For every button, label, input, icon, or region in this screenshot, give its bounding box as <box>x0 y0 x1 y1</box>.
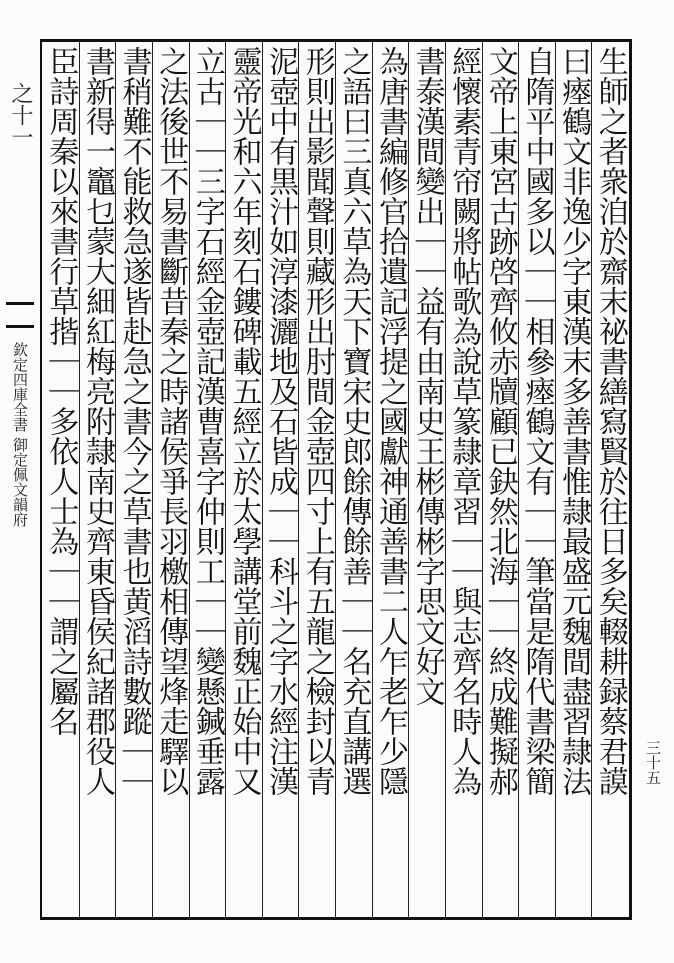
text-column: 之語曰三真六草為天下寶宋史郎餘傳餘善｜｜名充直講選 <box>336 46 372 796</box>
column-rule <box>262 42 263 917</box>
column-rule <box>189 42 190 917</box>
text-column: 經懷素青帘闕將帖歌為說草篆隷章習｜｜與志齊名時人為 <box>446 46 482 796</box>
text-column: 文帝上東宮古跡啓齊攸赤牘顧已鈌然北海｜｜終成難擬郝 <box>482 46 518 796</box>
text-column: 為唐書編修官拾遺記浮提之國獻神通善書二人乍老乍少隱 <box>372 46 408 796</box>
center-gutter <box>0 42 40 917</box>
column-rule <box>298 42 299 917</box>
text-column: 曰瘞鶴文非逸少字東漢末多善書惟隷最盛元魏間盡習隷法 <box>556 46 592 796</box>
column-rule <box>518 42 519 917</box>
gutter-fishtail-mark <box>6 302 34 328</box>
frame-right-border <box>629 39 632 920</box>
column-rule <box>482 42 483 917</box>
text-column: 書泰漢間變出｜｜益有由南史王彬傳彬字思文好文 <box>409 46 445 706</box>
text-column: 之法後世不易書斷昔秦之時諸侯爭長羽檄相傳望烽走驛以 <box>153 46 189 796</box>
page-number: 三十五 <box>644 740 662 785</box>
column-rule <box>555 42 556 917</box>
text-column: 靈帝光和六年刻石鏤碑載五經立於太學講堂前魏正始中又 <box>226 46 262 796</box>
column-rule <box>115 42 116 917</box>
text-column: 立古｜｜三字石經金壺記漢曹喜字仲則工｜｜變懸鍼垂露 <box>189 46 225 796</box>
column-rule <box>372 42 373 917</box>
column-rule <box>408 42 409 917</box>
text-column: 臣詩周秦以來書行草揩｜｜多依人士為｜｜謂之屬名 <box>43 46 79 736</box>
column-rule <box>225 42 226 917</box>
frame-top-border <box>40 39 632 42</box>
text-column: 書稍難不能救急遂皆赴急之書今之草書也黄滔詩數蹤｜｜ <box>116 46 152 796</box>
text-column: 書新得一竈乜蒙大細紅梅亮附隷南史齊東昏侯紀諸郡役人 <box>79 46 115 796</box>
gutter-volume-chars: 之十一 <box>8 82 33 148</box>
frame-bottom-border <box>40 917 632 920</box>
text-column: 自隋平中國多以｜｜相參瘞鶴文有｜｜筆當是隋代書梁簡 <box>519 46 555 796</box>
column-rule <box>79 42 80 917</box>
column-rule <box>591 42 592 917</box>
column-rule <box>445 42 446 917</box>
column-rule <box>335 42 336 917</box>
column-rule <box>152 42 153 917</box>
gutter-book-title: 欽定四庫全書 御定佩文韻府 <box>11 342 29 527</box>
text-column: 形則出影聞聲則藏形出肘間金壺四寸上有五龍之檢封以青 <box>299 46 335 796</box>
text-column: 生師之者衆洎於齋末祕書繕寫賢於往日多矣輟耕録蔡君謨 <box>592 46 628 796</box>
text-column: 泥壺中有黒汁如淳漆灑地及石皆成｜｜科斗之字水經注漢 <box>263 46 299 796</box>
